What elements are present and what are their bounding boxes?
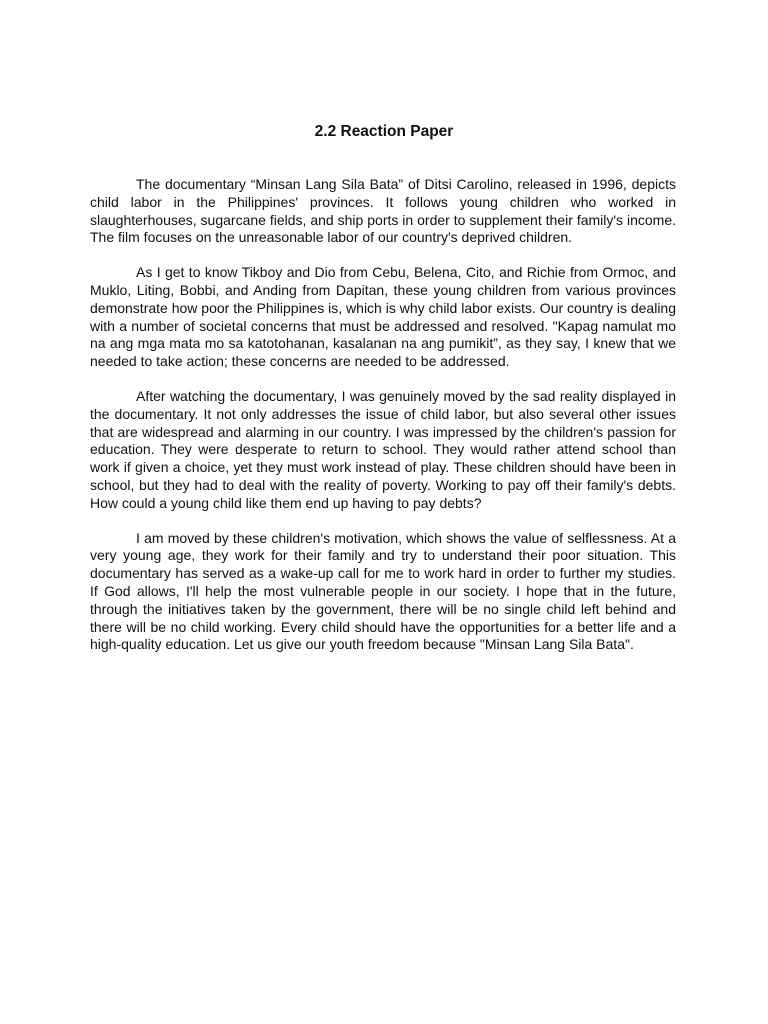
paragraph-children: As I get to know Tikboy and Dio from Cebu, Belena, Cito, and Richie from Ormoc, and Muklo, Liting, Bobbi, and Anding from Dapitan, these young children from various provinces demonstrate how poor the Philippines is, which is why child labor exists. Our country is dealing with a number of societal concerns that must be addressed and resolved. "Kapag namulat mo na ang mga mata mo sa katotohanan, kasalanan na ang pumikit”, as they say, I knew that we needed to take action; these concerns are needed to be addressed. <box>90 264 676 370</box>
paragraph-conclusion: I am moved by these children's motivation, which shows the value of selflessness. At a very young age, they work for their family and try to understand their poor situation. This documentary has served as a wake-up call for me to work hard in order to further my studies. If God allows, I'll help the most vulnerable people in our society. I hope that in the future, through the initiatives taken by the government, there will be no single child left behind and there will be no child working. Every child should have the opportunities for a better life and a high-quality education. Let us give our youth freedom because "Minsan Lang Sila Bata". <box>90 529 676 653</box>
paragraph-reflection: After watching the documentary, I was genuinely moved by the sad reality displayed in the documentary. It not only addresses the issue of child labor, but also several other issues that are widespread and alarming in our country. I was impressed by the children's passion for education. They were desperate to return to school. They would rather attend school than work if given a choice, yet they must work instead of play. These children should have been in school, but they had to deal with the reality of poverty. Working to pay off their family's debts. How could a young child like them end up having to pay debts? <box>90 387 676 511</box>
document-body <box>90 176 676 671</box>
paragraph-intro: The documentary “Minsan Lang Sila Bata” of Ditsi Carolino, released in 1996, depicts child labor in the Philippines' provinces. It follows young children who worked in slaughterhouses, sugarcane fields, and ship ports in order to supplement their family's income. The film focuses on the unreasonable labor of our country's deprived children. <box>90 176 676 246</box>
page-title: 2.2 Reaction Paper <box>314 123 454 140</box>
